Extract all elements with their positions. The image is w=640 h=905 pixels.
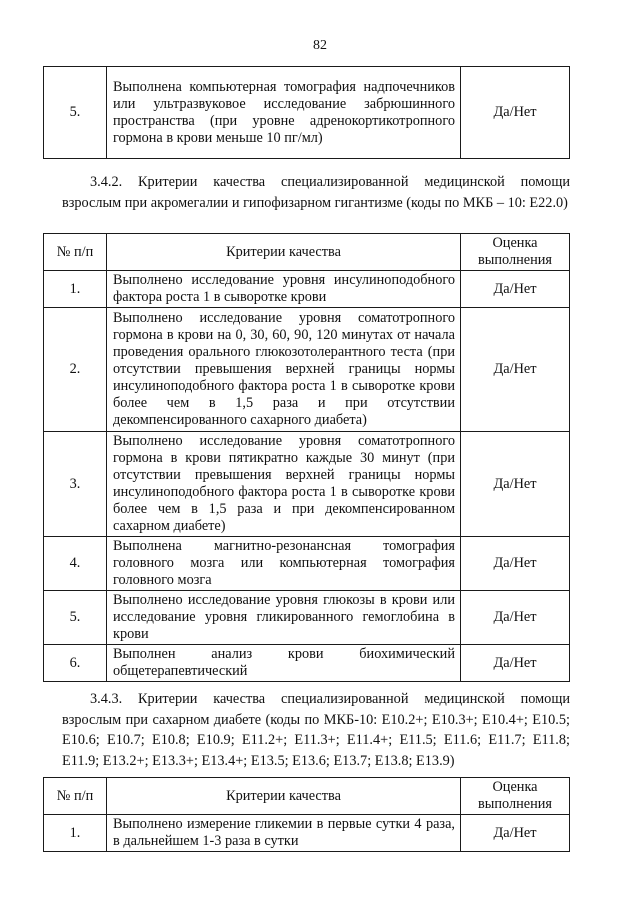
assessment-value: Да/Нет [461,591,570,645]
column-header-number: № п/п [44,778,107,815]
criterion-text: Выполнена магнитно-резонансная томография головного мозга или компьютерная томография головного мозга [107,537,461,591]
section-heading-343: 3.4.3. Критерии качества специализированной медицинской помощи взрослым при сахарном диабете (коды по МКБ-10: Е10.2+; Е10.3+; Е10.4+; Е10.5; Е10.6; Е10.7; Е10.8; Е10.9; Е11.2+; Е11.3+; Е11.4+; Е11.5; Е11.6; Е11.7; Е11.8; Е11.9; Е13.2+; Е13.3+; Е13.4+; Е13.5; Е13.6; Е13.7; Е13.8; Е13.9) [62,691,570,769]
table-row [44,271,570,308]
row-number: 5. [44,67,107,159]
criterion-text: Выполнена компьютерная томография надпочечников или ультразвуковое исследование забрюшинного пространства (при уровне адренокортикотропного гормона в крови меньше 10 пг/мл) [107,67,461,159]
row-number: 4. [44,537,107,591]
section-heading-342: 3.4.2. Критерии качества специализированной медицинской помощи взрослым при акромегалии и гипофизарном гигантизме (коды по МКБ – 10: Е22.0) [62,174,570,211]
row-number: 3. [44,432,107,537]
row-number: 1. [44,271,107,308]
criterion-text: Выполнено исследование уровня соматотропного гормона в крови на 0, 30, 60, 90, 120 минутах от начала проведения орального глюкозотолерантного теста (при отсутствии превышения верхней границы нормы инсулиноподобного фактора роста 1 в сыворотке крови более чем в 1,5 раза и при отсутствии декомпенсированного сахарного диабета) [107,308,461,432]
row-number: 1. [44,815,107,852]
table-row [44,815,570,852]
table-row [44,591,570,645]
table-row [44,67,570,159]
criteria-table-342 [43,233,570,682]
criterion-text: Выполнено исследование уровня инсулиноподобного фактора роста 1 в сыворотке крови [107,271,461,308]
row-number: 5. [44,591,107,645]
assessment-value: Да/Нет [461,308,570,432]
criterion-text: Выполнено исследование уровня глюкозы в крови или исследование уровня гликированного гемоглобина в крови [107,591,461,645]
table-row [44,308,570,432]
criteria-table-343 [43,777,570,852]
criterion-text: Выполнен анализ крови биохимический общетерапевтический [107,645,461,682]
criteria-table-continued [43,66,570,159]
criterion-text: Выполнено исследование уровня соматотропного гормона в крови пятикратно каждые 30 минут (при отсутствии превышения верхней границы нормы инсулиноподобного фактора роста 1 в сыворотке крови более чем в 1,5 раза и при декомпенсированном сахарном диабете) [107,432,461,537]
table-row [44,432,570,537]
assessment-value: Да/Нет [461,645,570,682]
assessment-value: Да/Нет [461,271,570,308]
row-number: 2. [44,308,107,432]
page-number: 82 [313,38,327,53]
column-header-assessment: Оценка выполнения [461,234,570,271]
table-row [44,537,570,591]
table-header-row [44,778,570,815]
column-header-criteria: Критерии качества [107,234,461,271]
table-header-row [44,234,570,271]
criterion-text: Выполнено измерение гликемии в первые сутки 4 раза, в дальнейшем 1-3 раза в сутки [107,815,461,852]
column-header-number: № п/п [44,234,107,271]
assessment-value: Да/Нет [461,432,570,537]
row-number: 6. [44,645,107,682]
assessment-value: Да/Нет [461,67,570,159]
table-row [44,645,570,682]
column-header-criteria: Критерии качества [107,778,461,815]
column-header-assessment: Оценка выполнения [461,778,570,815]
assessment-value: Да/Нет [461,537,570,591]
assessment-value: Да/Нет [461,815,570,852]
